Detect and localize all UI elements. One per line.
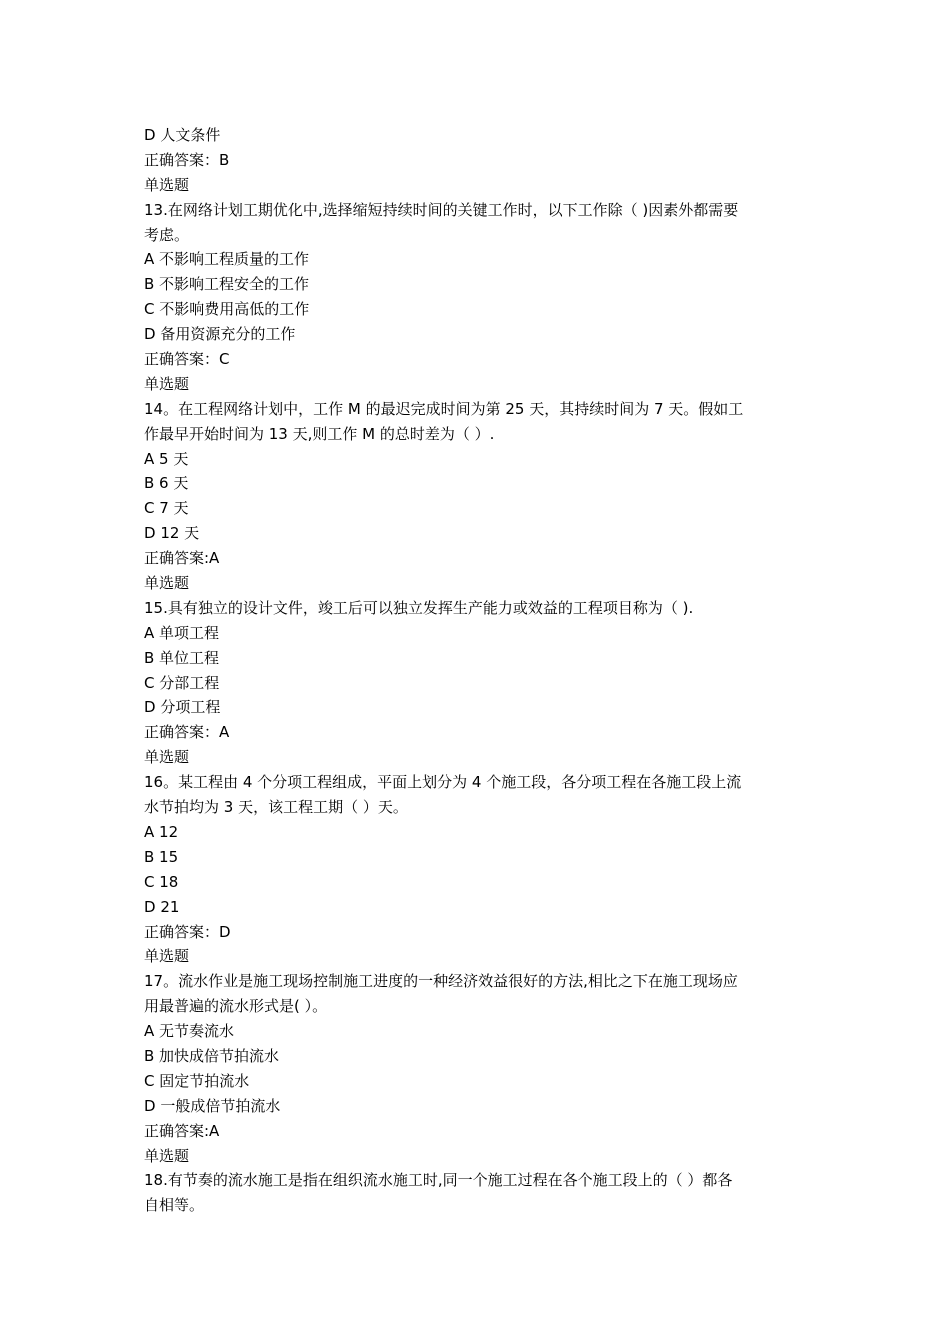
option-line: D 21 — [144, 897, 180, 916]
answer-line: 正确答案:A — [144, 549, 220, 568]
option-line: B 加快成倍节拍流水 — [144, 1046, 280, 1065]
question-block — [144, 745, 810, 944]
question-type: 单选题 — [144, 175, 190, 194]
answer-line: 正确答案:A — [144, 1121, 220, 1140]
option-line: D 分项工程 — [144, 698, 221, 717]
question-block — [144, 1144, 810, 1219]
question-stem-line: 14。在工程网络计划中，工作 M 的最迟完成时间为第 25 天，其持续时间为 7 天。假如工 — [144, 399, 744, 418]
question-block — [144, 571, 810, 745]
question-type: 单选题 — [144, 947, 190, 966]
question-stem-line: 15.具有独立的设计文件，竣工后可以独立发挥生产能力或效益的工程项目称为（ ). — [144, 598, 694, 617]
option-line: C 7 天 — [144, 499, 189, 518]
option-line: B 单位工程 — [144, 648, 220, 667]
option-line: A 单项工程 — [144, 623, 220, 642]
option-line: D 12 天 — [144, 524, 200, 543]
option-line: C 18 — [144, 872, 179, 891]
question-type: 单选题 — [144, 1146, 190, 1165]
option-line: C 分部工程 — [144, 673, 220, 692]
option-line: A 12 — [144, 822, 179, 841]
option-line: B 不影响工程安全的工作 — [144, 275, 310, 294]
answer-line: 正确答案：A — [144, 723, 230, 742]
option-line: B 6 天 — [144, 474, 189, 493]
question-stem-line: 13.在网络计划工期优化中,选择缩短持续时间的关键工作时，以下工作除（ )因素外都需要 — [144, 200, 739, 219]
option-line: C 固定节拍流水 — [144, 1071, 250, 1090]
question-type: 单选题 — [144, 374, 190, 393]
question-stem-line: 17。流水作业是施工现场控制施工进度的一种经济效益很好的方法,相比之下在施工现场应 — [144, 972, 738, 991]
question-stem-line: 18.有节奏的流水施工是指在组织流水施工时,同一个施工过程在各个施工段上的（ ）都各 — [144, 1171, 733, 1190]
option-line: A 不影响工程质量的工作 — [144, 250, 310, 269]
question-type: 单选题 — [144, 748, 190, 767]
question-stem-line: 16。某工程由 4 个分项工程组成，平面上划分为 4 个施工段，各分项工程在各施工段上流 — [144, 773, 742, 792]
answer-line: 正确答案：C — [144, 350, 230, 369]
question-stem-line: 用最普遍的流水形式是( ）。 — [144, 997, 328, 1016]
question-stem-line: 水节拍均为 3 天，该工程工期（ ）天。 — [144, 798, 408, 817]
answer-line: 正确答案：B — [144, 150, 230, 169]
question-stem-line: 作最早开始时间为 13 天,则工作 M 的总时差为（ ）. — [144, 424, 495, 443]
question-block — [144, 173, 810, 372]
document-page — [144, 123, 810, 1218]
option-line: A 无节奏流水 — [144, 1022, 235, 1041]
option-line: B 15 — [144, 847, 179, 866]
question-type: 单选题 — [144, 574, 190, 593]
question-stem-line: 考虑。 — [144, 225, 190, 244]
answer-line: 正确答案：D — [144, 922, 231, 941]
question-stem-line: 自相等。 — [144, 1196, 205, 1215]
option-line: D 一般成倍节拍流水 — [144, 1096, 281, 1115]
question-block — [144, 372, 810, 571]
option-line: A 5 天 — [144, 449, 189, 468]
question-block — [144, 944, 810, 1143]
option-line: C 不影响费用高低的工作 — [144, 300, 310, 319]
option-line: D 备用资源充分的工作 — [144, 325, 296, 344]
option-line: D 人文条件 — [144, 126, 221, 144]
